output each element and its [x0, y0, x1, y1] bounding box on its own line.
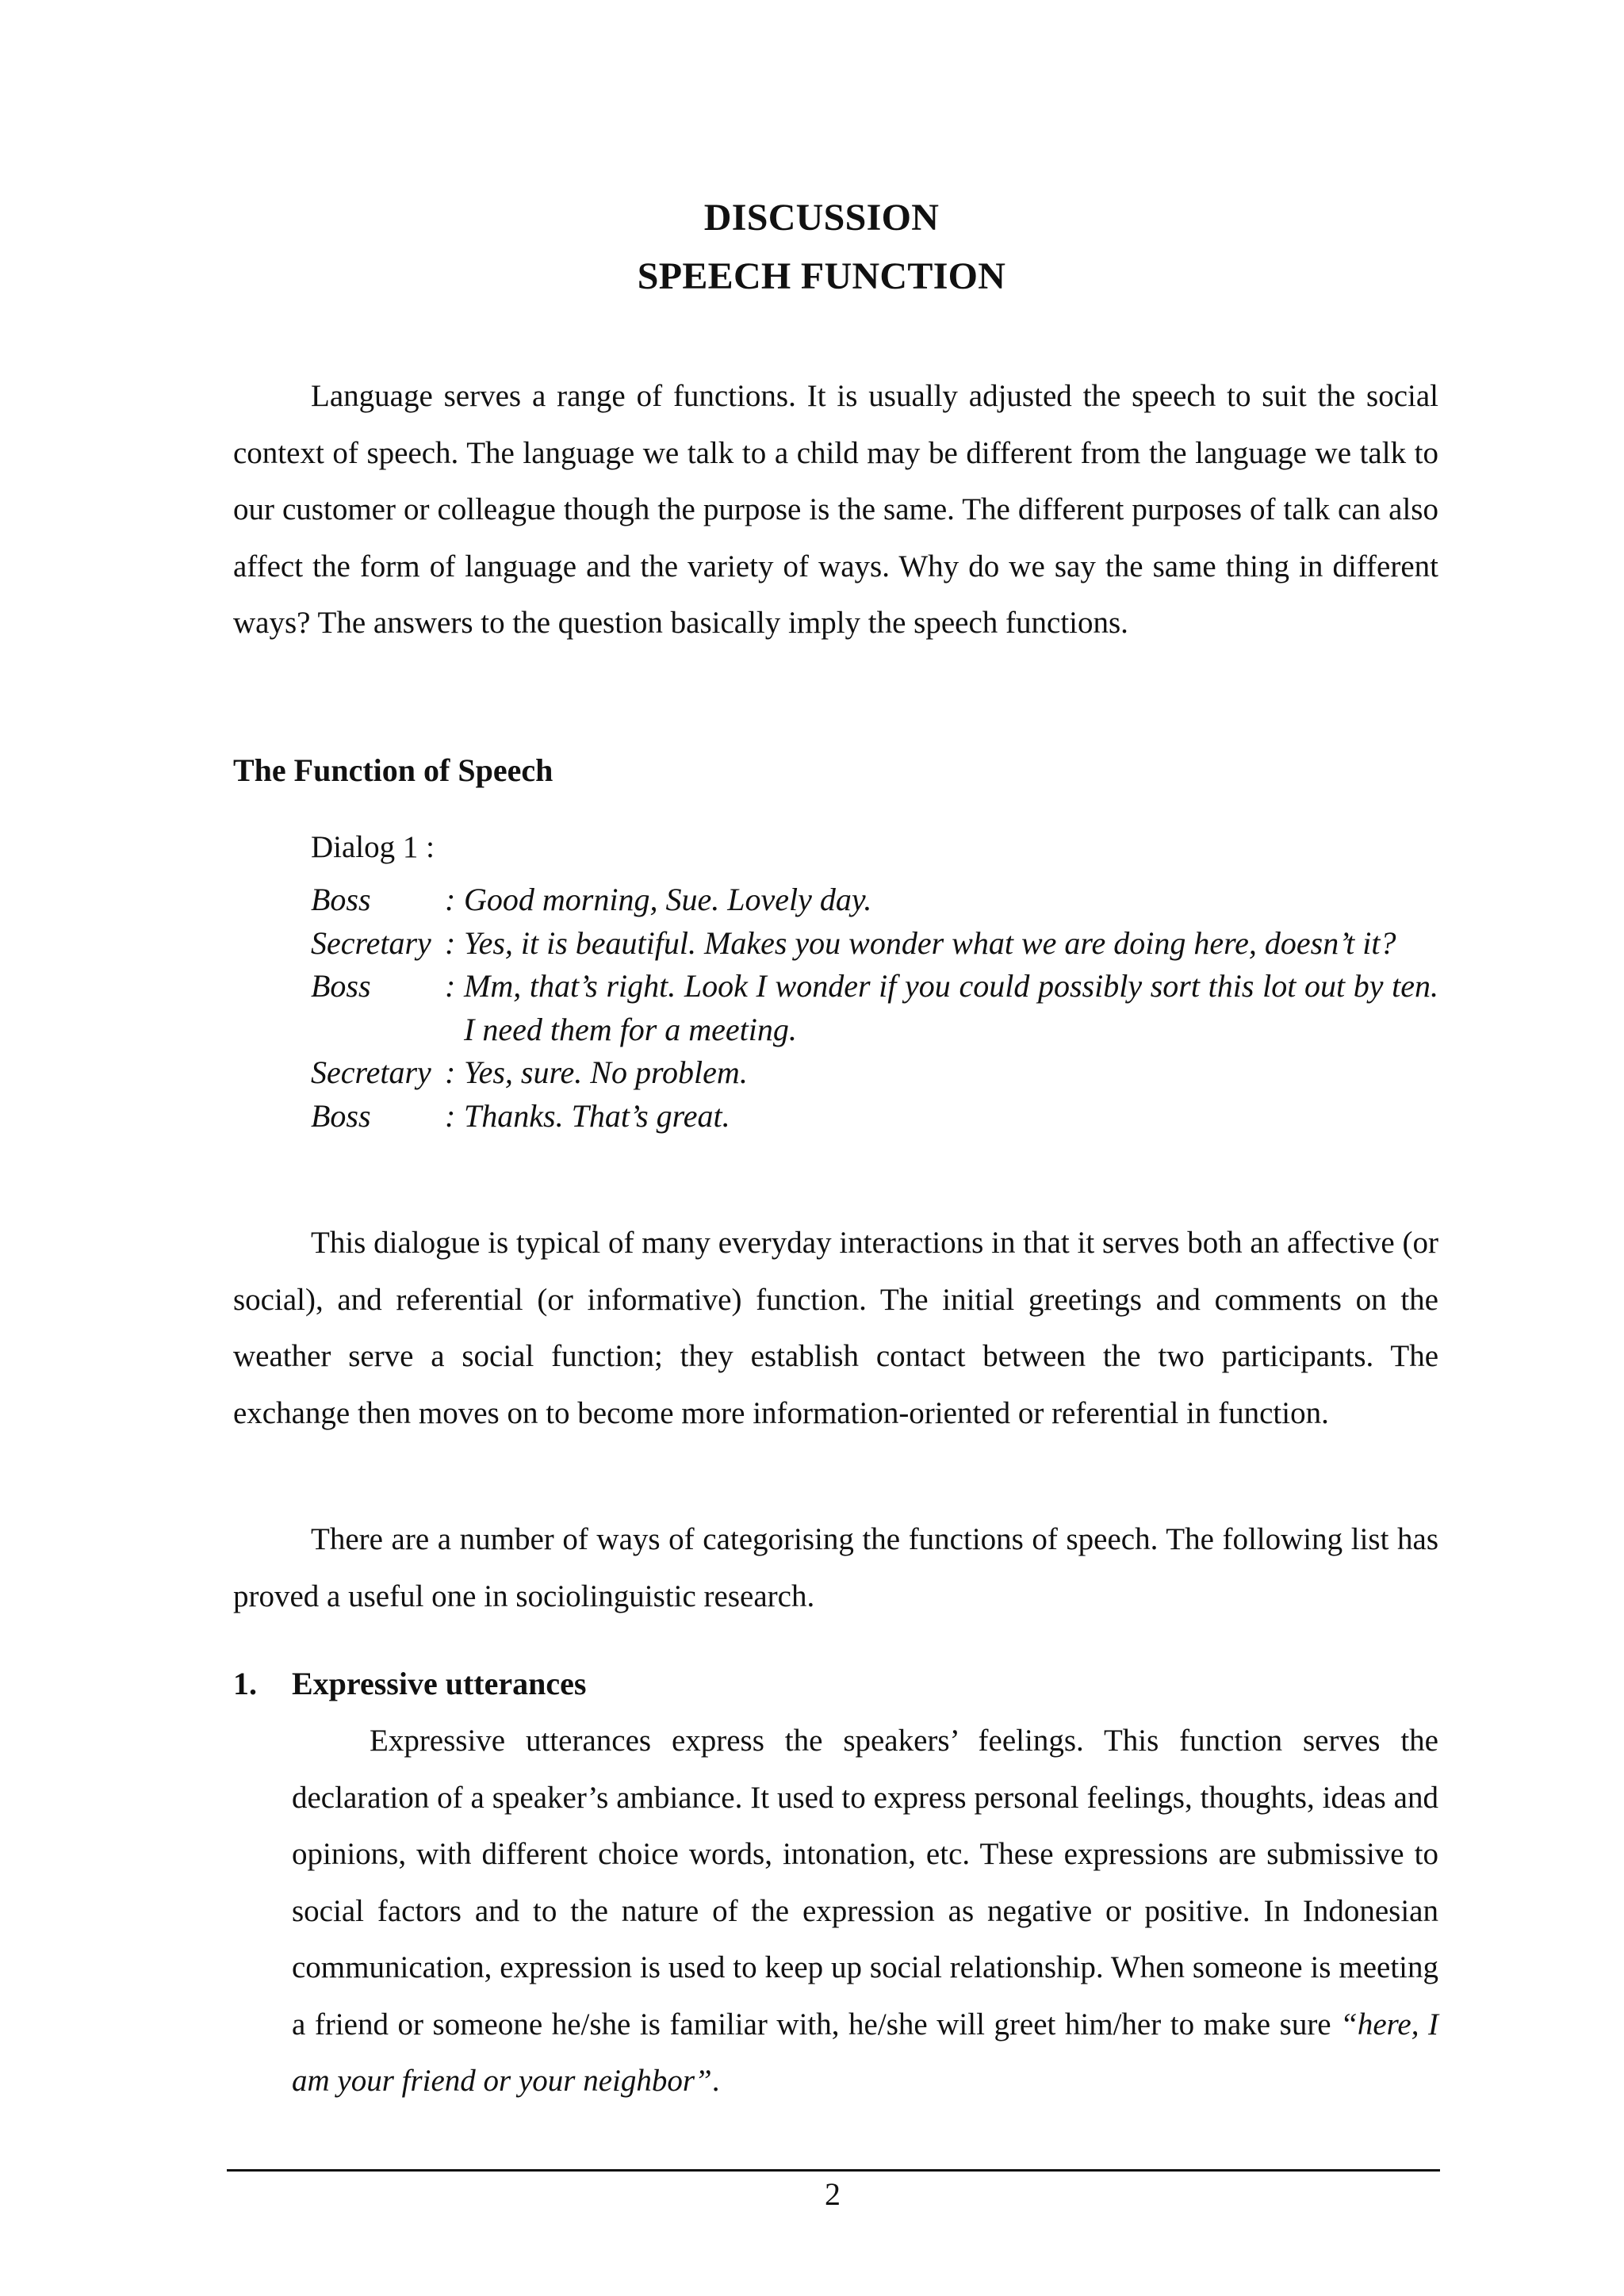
dialog-speaker: Secretary — [311, 1054, 431, 1090]
dialog-colon: : — [445, 924, 456, 961]
page-number: 2 — [825, 2176, 841, 2212]
dialog — [311, 878, 1438, 1138]
dialog-label: Dialog 1 : — [311, 830, 435, 864]
title-discussion: DISCUSSION — [703, 197, 940, 239]
dialog-turn — [311, 922, 1438, 966]
dialog-colon: : — [445, 1097, 456, 1134]
dialog-turn — [311, 965, 1438, 1051]
dialog-speaker: Boss — [311, 882, 371, 917]
intro-paragraph: Language serves a range of functions. It is usually adjusted the speech to suit the social context of speech. The language we talk to a child may be different from the language we talk to our customer or colleague though the purpose is the same. The different purposes of talk can also affect the form of language and the variety of ways. Why do we say the same thing in different ways? The answers to the question basically imply the speech functions. — [233, 379, 1438, 640]
dialog-turn — [311, 1051, 1438, 1095]
expressive-body: Expressive utterances express the speakers’ feelings. This function serves the declaration of a speaker’s ambiance. It used to express personal feelings, thoughts, ideas and opinions, with different choice words, intonation, etc. These expressions are submissive to social factors and to the nature of the expression as negative or positive. In Indonesian communication, expression is used to keep up social relationship. When someone is meeting a friend or someone he/she is familiar with, he/she will greet him/her to make sure — [292, 1724, 1438, 2042]
list-heading: Expressive utterances — [292, 1666, 587, 1701]
dialog-speech: Good morning, Sue. Lovely day. — [464, 882, 872, 917]
title-speech-function: SPEECH FUNCTION — [637, 255, 1006, 297]
dialog-speech: Thanks. That’s great. — [464, 1097, 730, 1134]
dialog-speaker: Secretary — [311, 924, 431, 961]
title-block — [0, 189, 1624, 306]
dialog-speaker: Boss — [311, 1097, 371, 1134]
dialogue-analysis-paragraph: This dialogue is typical of many everyday interactions in that it serves both an affective (or social), and referential (or informative) function. The initial greetings and comments on the weather serve a social function; they establish contact between the two participants. The exchange then moves on to become more information-oriented or referential in function. — [233, 1226, 1438, 1430]
list-number: 1. — [233, 1666, 257, 1701]
dialog-turn — [311, 878, 1438, 922]
dialog-speech: Mm, that’s right. Look I wonder if you could possibly sort this lot out by ten. I need them for a meeting. — [464, 968, 1438, 1047]
dialog-speaker: Boss — [311, 968, 371, 1004]
expressive-paragraph — [292, 1712, 1438, 2110]
categorising-paragraph: There are a number of ways of categorising the functions of speech. The following list has proved a useful one in sociolinguistic research. — [233, 1522, 1438, 1613]
section-heading: The Function of Speech — [233, 752, 553, 788]
dialog-turn — [311, 1095, 1438, 1138]
expressive-end: . — [711, 2064, 720, 2098]
dialog-speech: Yes, it is beautiful. Makes you wonder what we are doing here, doesn’t it? — [464, 924, 1396, 961]
dialog-colon: : — [445, 882, 456, 917]
expressive-quote: “here, I am your friend or your neighbor” — [292, 2007, 1438, 2098]
dialog-colon: : — [445, 968, 456, 1004]
dialog-speech: Yes, sure. No problem. — [464, 1054, 748, 1090]
dialog-colon: : — [445, 1054, 456, 1090]
